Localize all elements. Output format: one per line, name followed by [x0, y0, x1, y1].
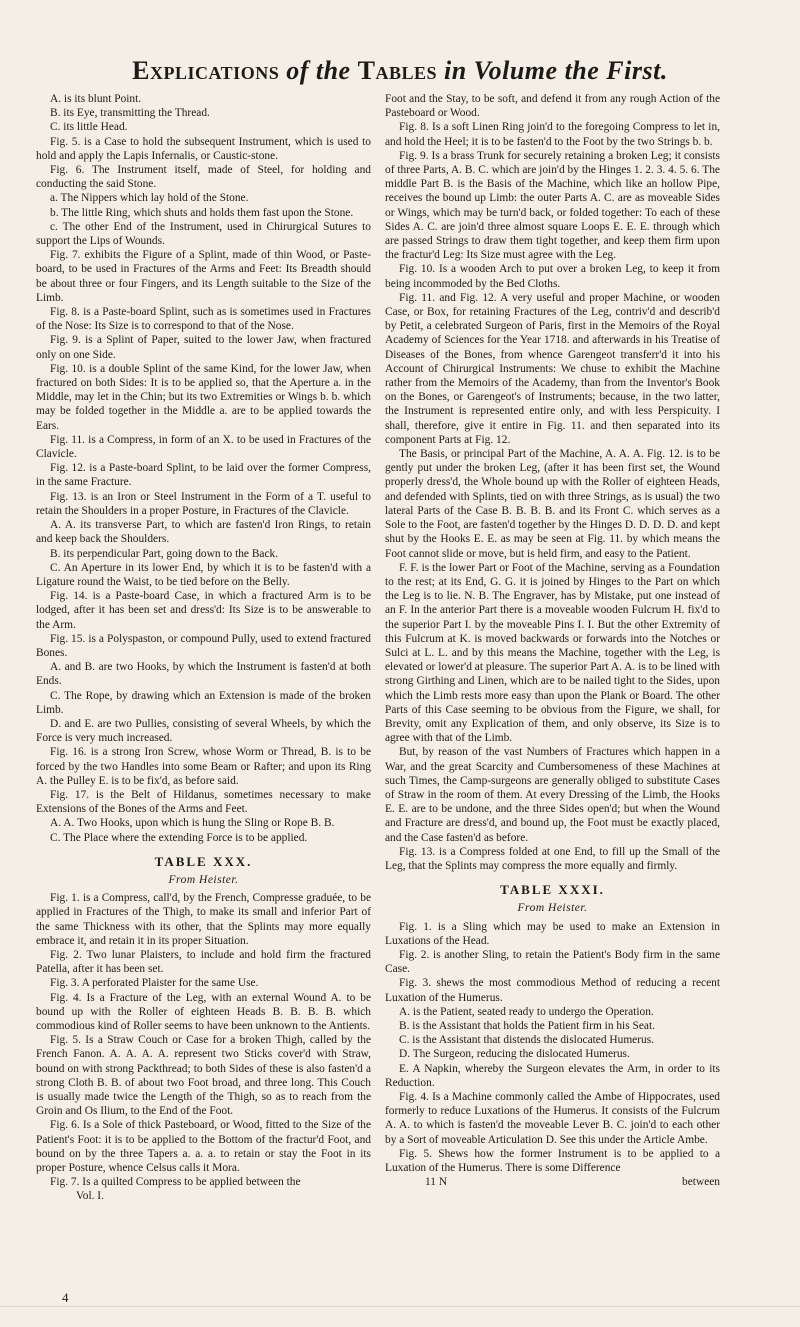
- table-heading: TABLE XXXI.: [500, 882, 605, 898]
- paragraph: D. and E. are two Pullies, consisting of several Wheels, by which the Force is very much increased.: [36, 717, 371, 745]
- paragraph: E. A Napkin, whereby the Surgeon elevates the Arm, in order to its Reduction.: [385, 1062, 720, 1089]
- page-number: 4: [62, 1290, 69, 1305]
- title-tables: Tables: [357, 56, 444, 85]
- paragraph: But, by reason of the vast Numbers of Fractures which happen in a War, and the great Scarcity and Cumbersomeness of these Machines at such Times, the Camp-surgeons are generally obliged to substitute Cases of Straw in the room of them. At every Dressing of the Limb, the Hooks E. E. are to be undone, and the three Sides open'd; but when the Wound and Fracture are dress'd, and bound up, the Foot must be exactly placed, and the Case fasten'd as before.: [385, 746, 720, 844]
- catchword: between: [682, 1176, 720, 1189]
- paragraph: A. A. its transverse Part, to which are fasten'd Iron Rings, to retain and keep back the Shoulders.: [36, 519, 371, 546]
- paragraph: Fig. 11. is a Compress, in form of an X. to be used in Fractures of the Clavicle.: [36, 433, 371, 461]
- paragraph: A. is the Patient, seated ready to undergo the Operation.: [399, 1005, 654, 1018]
- paragraph: Fig. 7. Is a quilted Compress to be applied between the: [50, 1176, 301, 1189]
- paragraph: C. The Place where the extending Force is to be applied.: [50, 831, 308, 844]
- paragraph: Fig. 14. is a Paste-board Case, in which a fractured Arm is to be lodged, after it has been set and dress'd: Its Size is to be answerable to the Arm.: [36, 590, 371, 631]
- paragraph: Fig. 10. Is a wooden Arch to put over a broken Leg, to keep it from being incommoded by the Bed Cloths.: [385, 263, 720, 290]
- paragraph: Fig. 4. Is a Machine commonly called the Ambe of Hippocrates, used formerly to reduce Luxations of the Humerus. It consists of the Fulcrum A. A. to which is fasten'd the moveable Lever B. C. join'd to each other by a Sort of moveable Articulation D. See this under the Article Ambe.: [385, 1091, 720, 1146]
- paragraph: Fig. 5. Shews how the former Instrument is to be applied to a Luxation of the Humerus. There is some Difference: [385, 1147, 720, 1175]
- paragraph: Fig. 10. is a double Splint of the same Kind, for the lower Jaw, when fractured on both Sides: It is to be applied so, that the Aperture a. in the Middle, may let in the Chin; but its two Extremities or Wings b. b. which may be folded together in the Middle a. are to be applied towards the Ears.: [36, 362, 371, 432]
- table-source: From Heister.: [168, 873, 239, 886]
- paragraph: c. The other End of the Instrument, used in Chirurgical Sutures to support the Lips of Wounds.: [36, 220, 371, 248]
- table-source: From Heister.: [517, 902, 588, 915]
- left-column: [36, 92, 371, 1203]
- paragraph: The Basis, or principal Part of the Machine, A. A. A. Fig. 12. is to be gently put under the broken Leg, (after it has been first set, the Wound properly dress'd, the Whole bound up with the Roller of eighteen Heads, and defended with Splints, tied on with three Strings, as is usual) the two lateral Parts of the Case B. B. B. B. and its Front C. which serves as a Sole to the Foot, are fasten'd together by the Hinges D. D. D. D. and kept shut by the Hooks E. E. as may be seen at Fig. 11. by which means the Foot cannot slide or move, but is held firm, and easy to the Patient.: [385, 448, 720, 560]
- paragraph: C. An Aperture in its lower End, by which it is to be fasten'd with a Ligature round the Waist, to be tied before on the Belly.: [36, 561, 371, 588]
- paragraph: Fig. 9. is a Splint of Paper, suited to the lower Jaw, when fractured only on one Side.: [36, 334, 371, 361]
- paragraph: C. is the Assistant that distends the dislocated Humerus.: [399, 1034, 654, 1047]
- right-column: [385, 92, 720, 1189]
- paragraph: C. The Rope, by drawing which an Extension is made of the broken Limb.: [36, 689, 371, 716]
- paragraph: Fig. 1. is a Compress, call'd, by the French, Compresse graduée, to be applied in Fractures of the Thigh, to make its small and inferior Part of the same Thickness with its other, that the Splints may more equally embrace it, and retain it in its proper Situation.: [36, 892, 371, 947]
- paragraph: A. A. Two Hooks, upon which is hung the Sling or Rope B. B.: [50, 817, 335, 830]
- signature-row: [36, 1189, 371, 1203]
- paragraph: b. The little Ring, which shuts and holds them fast upon the Stone.: [50, 206, 354, 219]
- page-title: [0, 56, 800, 86]
- paragraph: Fig. 15. is a Polyspaston, or compound Pully, used to extend fractured Bones.: [36, 632, 371, 659]
- paragraph: Fig. 7. exhibits the Figure of a Splint, made of thin Wood, or Paste-board, to be used in Fractures of the Arms and Feet: Its Breadth should be about three or four Fingers, and its Length suitable to the Size of the Limb.: [36, 249, 371, 304]
- paragraph: Fig. 16. is a strong Iron Screw, whose Worm or Thread, B. is to be forced by the two Handles into some Beam or Rafter; and upon its Ring A. the Pulley E. is to be fix'd, as before said.: [36, 746, 371, 787]
- paragraph: Fig. 3. A perforated Plaister for the same Use.: [50, 977, 259, 990]
- paragraph: Fig. 5. Is a Straw Couch or Case for a broken Thigh, called by the French Fanon. A. A. A. A. represent two Sticks cover'd with Straw, bound on with strong Packthread; to both Sides of these is also fasten'd a strong Cloth B. B. of about two Foot broad, and three long. This Couch is usually made twice the Length of the Thigh, so as to reach from the Groin and Os Ilium, to the End of the Foot.: [36, 1034, 371, 1118]
- paragraph: Fig. 5. is a Case to hold the subsequent Instrument, which is used to hold and apply the Lapis Infernalis, or Caustic-stone.: [36, 135, 371, 162]
- paragraph: D. The Surgeon, reducing the dislocated Humerus.: [399, 1048, 630, 1061]
- paragraph: Fig. 13. is an Iron or Steel Instrument in the Form of a T. useful to retain the Shoulders in a proper Posture, in Fractures of the Clavicle.: [36, 490, 371, 517]
- paragraph: F. F. is the lower Part or Foot of the Machine, serving as a Foundation to the rest; at its End, G. G. it is joined by Hinges to the Part on which the Leg is to lie. N. B. The Engraver, has by Mistake, put one instead of an F. In the anterior Part there is a moveable wooden Fulcrum H. fix'd to the superior Part I. by the moveable Pins I. I. But the other Extremity of this Fulcrum at K. is moved backwards or forwards into the Notches or Sulci at L. L. and by this means the Machine, together with the Leg, is elevated or lower'd at pleasure. The superior Part A. A. is to be lined with strong Girthing and Linen, which are to be nailed tight to the Sides, upon which the Limb rests more easy than upon the Plank or Board. The other Parts of this Case seeming to be obvious from the Figure, we shall, for Brevity, omit any Explication of them, and only observe, its Size is to agree with that of the Limb.: [385, 561, 720, 745]
- paragraph: Fig. 3. shews the most commodious Method of reducing a recent Luxation of the Humerus.: [385, 977, 720, 1004]
- bottom-divider: [0, 1306, 800, 1307]
- table-heading: TABLE XXX.: [154, 853, 253, 869]
- title-explications: Explications: [132, 56, 287, 85]
- title-of: of: [286, 56, 309, 85]
- paragraph: Fig. 1. is a Sling which may be used to make an Extension in Luxations of the Head.: [385, 920, 720, 947]
- paragraph: Fig. 4. Is a Fracture of the Leg, with an external Wound A. to be bound up with the Roller of eighteen Heads B. B. B. B. which commodious kind of Roller seems to have been unknown to the Antients.: [36, 991, 371, 1032]
- signature-mark: Vol. I.: [76, 1190, 104, 1203]
- title-the: the: [308, 56, 358, 85]
- signature-row: [385, 1175, 720, 1189]
- paragraph: Fig. 6. Is a Sole of thick Pasteboard, or Wood, fitted to the Size of the Patient's Foot: it is to be applied to the Bottom of the fractur'd Foot, and bound on by the three Tapers a. a. a. to retain or stay the Foot in its proper Posture, whence Celsus calls it Mora.: [36, 1119, 371, 1175]
- signature-mark: 11 N: [425, 1176, 448, 1189]
- paragraph: B. its perpendicular Part, going down to the Back.: [50, 547, 279, 560]
- paragraph: Fig. 2. Two lunar Plaisters, to include and hold firm the fractured Patella, after it has been set.: [36, 948, 371, 976]
- paragraph: Fig. 9. Is a brass Trunk for securely retaining a broken Leg; it consists of three Parts, A. B. C. which are join'd by the Hinges 1. 2. 3. 4. 5. 6. The middle Part B. is the Basis of the Machine, which like an hollow Pipe, receives the bound up Limb: the outer Parts A. C. are as moveable Sides or Wings, which may be turn'd back, or folded together: To each of these Sides A. C. are join'd three almost square Loops E. E. E. through which are passed Strings to draw them tight together, and keep them firm upon the fractur'd Leg: Its Size must agree with the Leg.: [385, 149, 720, 262]
- paragraph: Fig. 11. and Fig. 12. A very useful and proper Machine, or wooden Case, or Box, for retaining Fractures of the Leg, contriv'd and describ'd by Petit, a celebrated Surgeon of Paris, first in the Memoirs of the Royal Academy of Sciences for the Year 1718. and afterwards in his Treatise of Diseases of the Bones, from whence Garengeot transferr'd it into his Account of Chirurgical Instruments: We chuse to exhibit the Machine rather from the Memoirs of the Academy, than from the Inventor's Book on the Bones, or Garengeot's of Instruments; because, in the two latter, the Instrument is represented entire only, and with less Perspicuity. I shall, therefore, give it entire in Fig. 11. and then separated into its component Parts at Fig. 12.: [385, 291, 720, 446]
- paragraph: Fig. 6. The Instrument itself, made of Steel, for holding and conducting the said Stone.: [36, 164, 371, 191]
- paragraph: Fig. 2. is another Sling, to retain the Patient's Body firm in the same Case.: [385, 948, 720, 976]
- paragraph: A. is its blunt Point.: [50, 93, 142, 105]
- paragraph: Fig. 17. is the Belt of Hildanus, sometimes necessary to make Extensions of the Bones of the Arms and Feet.: [36, 788, 371, 816]
- paragraph: Fig. 13. is a Compress folded at one End, to fill up the Small of the Leg, that the Splints may compress the more equally and firmly.: [385, 845, 720, 872]
- paragraph: Fig. 12. is a Paste-board Splint, to be laid over the former Compress, in the same Fracture.: [36, 462, 371, 489]
- paragraph: Foot and the Stay, to be soft, and defend it from any rough Action of the Pasteboard or Wood.: [385, 93, 720, 120]
- paragraph: Fig. 8. is a Paste-board Splint, such as is sometimes used in Fractures of the Nose: Its Size is to correspond to that of the Nose.: [36, 306, 371, 333]
- paragraph: a. The Nippers which lay hold of the Stone.: [50, 192, 249, 205]
- paragraph: Fig. 8. Is a soft Linen Ring join'd to the foregoing Compress to let in, and hold the Heel; it is to be fasten'd to the Foot by the two Strings b. b.: [385, 121, 720, 148]
- paragraph: B. its Eye, transmitting the Thread.: [50, 107, 210, 120]
- paragraph: C. its little Head.: [50, 121, 128, 134]
- title-volume: in Volume the First.: [443, 56, 668, 85]
- paragraph: B. is the Assistant that holds the Patient firm in his Seat.: [399, 1020, 655, 1032]
- paragraph: A. and B. are two Hooks, by which the Instrument is fasten'd at both Ends.: [36, 661, 371, 688]
